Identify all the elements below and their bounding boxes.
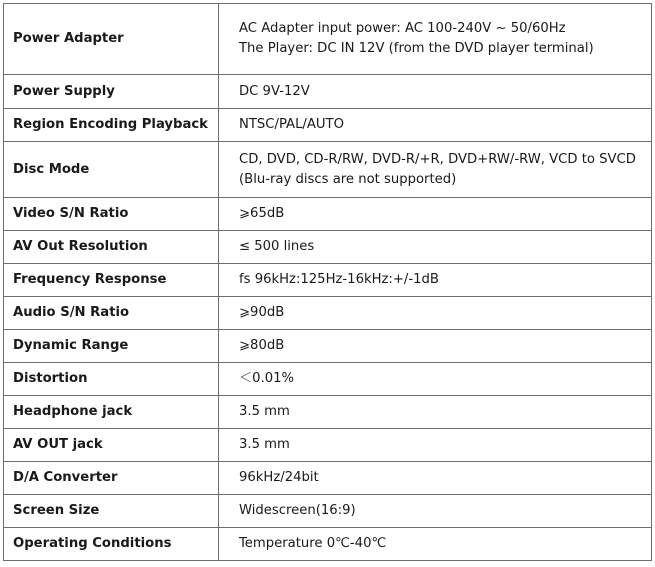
spec-row-disc-mode [4,142,652,198]
spec-row-frequency-response [4,264,652,297]
spec-value-line: CD, DVD, CD-R/RW, DVD-R/+R, DVD+RW/-RW, VCD to SVCD [239,151,636,167]
spec-row-screen-size [4,495,652,528]
spec-row-region-encoding [4,109,652,142]
spec-label: Power Supply [4,75,219,109]
spec-value-line: The Player: DC IN 12V (from the DVD player terminal) [239,41,594,56]
spec-value-line: ⩾65dB [239,206,285,221]
spec-row-video-sn [4,198,652,231]
spec-value-line: AC Adapter input power: AC 100-240V ~ 50/60Hz [239,21,566,36]
spec-value [219,363,652,396]
spec-value-line: NTSC/PAL/AUTO [239,117,344,132]
spec-label: Frequency Response [4,264,219,297]
spec-label: AV OUT jack [4,429,219,462]
spec-value [219,429,652,462]
spec-label: Disc Mode [4,142,219,198]
spec-label: AV Out Resolution [4,231,219,264]
spec-label: Operating Conditions [4,528,219,561]
spec-value [219,109,652,142]
spec-label: Region Encoding Playback [4,109,219,142]
spec-value [219,75,652,109]
spec-value [219,142,652,198]
spec-label: Dynamic Range [4,330,219,363]
spec-label: Audio S/N Ratio [4,297,219,330]
spec-value [219,528,652,561]
spec-label: Screen Size [4,495,219,528]
spec-value-line: ⩾80dB [239,338,285,353]
spec-label: Headphone jack [4,396,219,429]
spec-value-line: Widescreen(16:9) [239,503,356,518]
spec-row-operating-conditions [4,528,652,561]
spec-row-distortion [4,363,652,396]
spec-value-line: ⩾90dB [239,305,285,320]
spec-row-av-out-resolution [4,231,652,264]
spec-row-power-supply [4,75,652,109]
spec-row-audio-sn [4,297,652,330]
spec-row-power-adapter [4,4,652,75]
spec-value [219,198,652,231]
spec-row-headphone-jack [4,396,652,429]
spec-value-line: ≤ 500 lines [239,239,315,254]
spec-label: D/A Converter [4,462,219,495]
spec-value [219,495,652,528]
spec-value-line: 96kHz/24bit [239,470,319,485]
spec-label: Power Adapter [4,4,219,75]
spec-row-da-converter [4,462,652,495]
spec-value-line: 3.5 mm [239,404,290,419]
spec-row-av-out-jack [4,429,652,462]
spec-value-line: DC 9V-12V [239,83,310,99]
spec-label: Video S/N Ratio [4,198,219,231]
spec-value-line: Temperature 0℃-40℃ [239,536,387,551]
spec-value [219,330,652,363]
spec-value [219,396,652,429]
spec-value [219,4,652,75]
spec-value [219,231,652,264]
spec-value-line: (Blu-ray discs are not supported) [239,171,457,187]
spec-value-line: ＜0.01% [239,371,295,386]
spec-table [3,3,652,561]
spec-value [219,462,652,495]
spec-label: Distortion [4,363,219,396]
spec-value [219,264,652,297]
spec-row-dynamic-range [4,330,652,363]
spec-value-line: fs 96kHz:125Hz-16kHz:+/-1dB [239,272,439,287]
spec-value [219,297,652,330]
spec-value-line: 3.5 mm [239,437,290,452]
